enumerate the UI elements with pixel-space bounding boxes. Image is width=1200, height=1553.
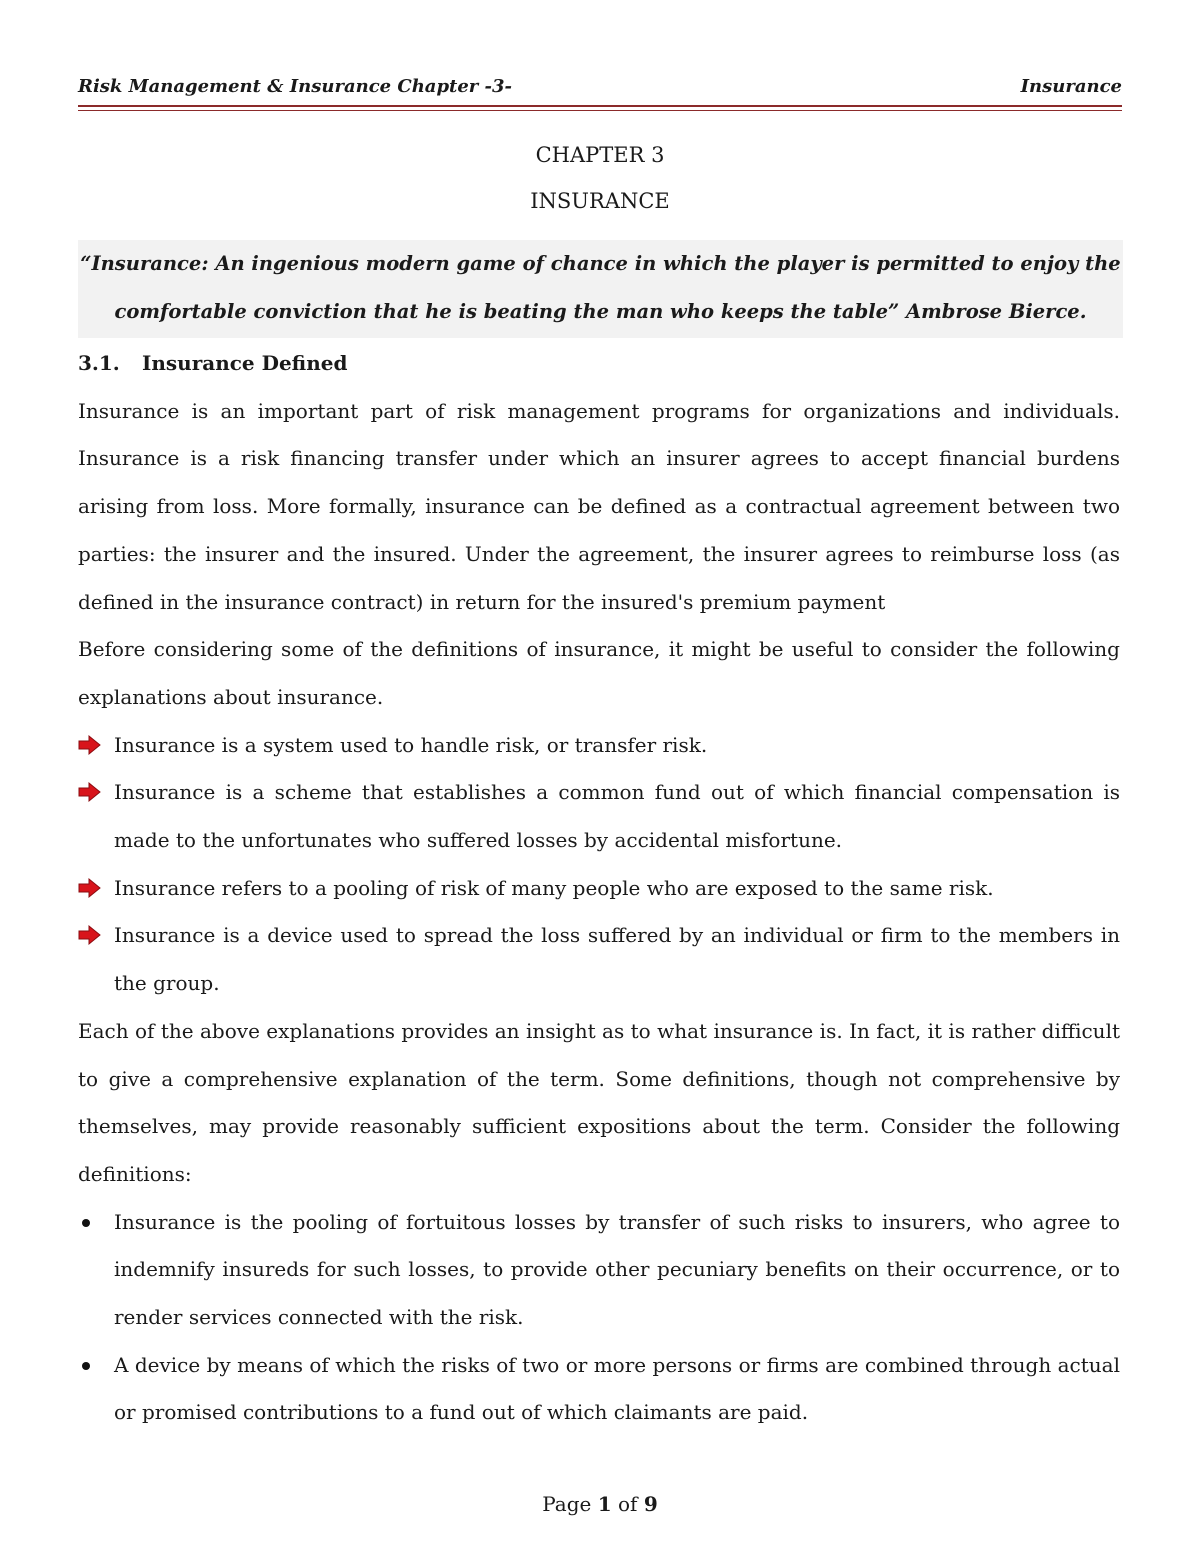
red-arrow-icon	[78, 780, 102, 804]
section-heading	[78, 340, 1120, 388]
bullet-item-text: A device by means of which the risks of two or more persons or firms are combined through actual or promised contributions to a fund out of which claimants are paid.	[114, 1352, 1120, 1425]
quote-line-1: “Insurance: An ingenious modern game of chance in which the player is permitted to enjoy the	[80, 252, 1121, 275]
paragraph-explanations: Each of the above explanations provides an insight as to what insurance is. In fact, it is rather difficult to give a comprehensive explanation of the term. Some definitions, though not comprehensive by themselves, may provide reasonably sufficient expositions about the term. Consider the following definitions:	[78, 1018, 1120, 1186]
header-right: Insurance	[1020, 76, 1122, 97]
arrow-item-text: Insurance is a device used to spread the loss suffered by an individual or firm to the members in the group.	[114, 923, 1120, 996]
arrow-list-item	[78, 769, 1120, 864]
bullet-list-item	[78, 1342, 1120, 1437]
quote-line-2: comfortable conviction that he is beating the man who keeps the table” Ambrose Bierce.	[114, 300, 1087, 323]
footer-page-word: Page	[542, 1492, 592, 1516]
arrow-item-text: Insurance is a scheme that establishes a common fund out of which financial compensation is made to the unfortunates who suffered losses by accidental misfortune.	[114, 780, 1120, 853]
header-rule-thick	[78, 105, 1122, 107]
red-arrow-icon	[78, 733, 102, 757]
arrow-list-item	[78, 865, 1120, 913]
bullet-dot-icon	[82, 1362, 90, 1370]
footer-of-word: of	[618, 1492, 638, 1516]
section-title: Insurance Defined	[142, 351, 348, 375]
arrow-item-text: Insurance refers to a pooling of risk of many people who are exposed to the same risk.	[114, 875, 994, 900]
paragraph-definition: Insurance is an important part of risk management programs for organizations and individuals. Insurance is a risk financing transfer under which an insurer agrees to accept financial burdens arising from loss. More formally, insurance can be defined as a contractual agreement between two parties: the insurer and the insured. Under the agreement, the insurer agrees to reimburse loss (as defined in the insurance contract) in return for the insured's premium payment	[78, 398, 1120, 614]
arrow-item-text: Insurance is a system used to handle risk, or transfer risk.	[114, 732, 708, 757]
bullet-item-text: Insurance is the pooling of fortuitous losses by transfer of such risks to insurers, who agree to indemnify insureds for such losses, to provide other pecuniary benefits on their occurrence, or to render services connected with the risk.	[114, 1209, 1120, 1330]
page-header	[78, 72, 1122, 102]
page-footer	[0, 1492, 1200, 1516]
header-left: Risk Management & Insurance Chapter -3-	[78, 76, 513, 97]
epigraph-quote	[78, 240, 1123, 338]
chapter-title: INSURANCE	[530, 189, 670, 213]
footer-current-page: 1	[597, 1492, 612, 1516]
section-number: 3.1.	[78, 351, 120, 375]
arrow-list-item	[78, 722, 1120, 770]
footer-total-pages: 9	[643, 1492, 658, 1516]
chapter-number: CHAPTER 3	[535, 143, 665, 167]
arrow-list-item	[78, 912, 1120, 1007]
document-body	[78, 340, 1120, 1437]
header-rule-thin	[78, 110, 1122, 111]
bullet-list-item	[78, 1199, 1120, 1342]
paragraph-intro: Before considering some of the definitions of insurance, it might be useful to consider the following explanations about insurance.	[78, 637, 1120, 709]
bullet-dot-icon	[82, 1219, 90, 1227]
red-arrow-icon	[78, 923, 102, 947]
red-arrow-icon	[78, 876, 102, 900]
